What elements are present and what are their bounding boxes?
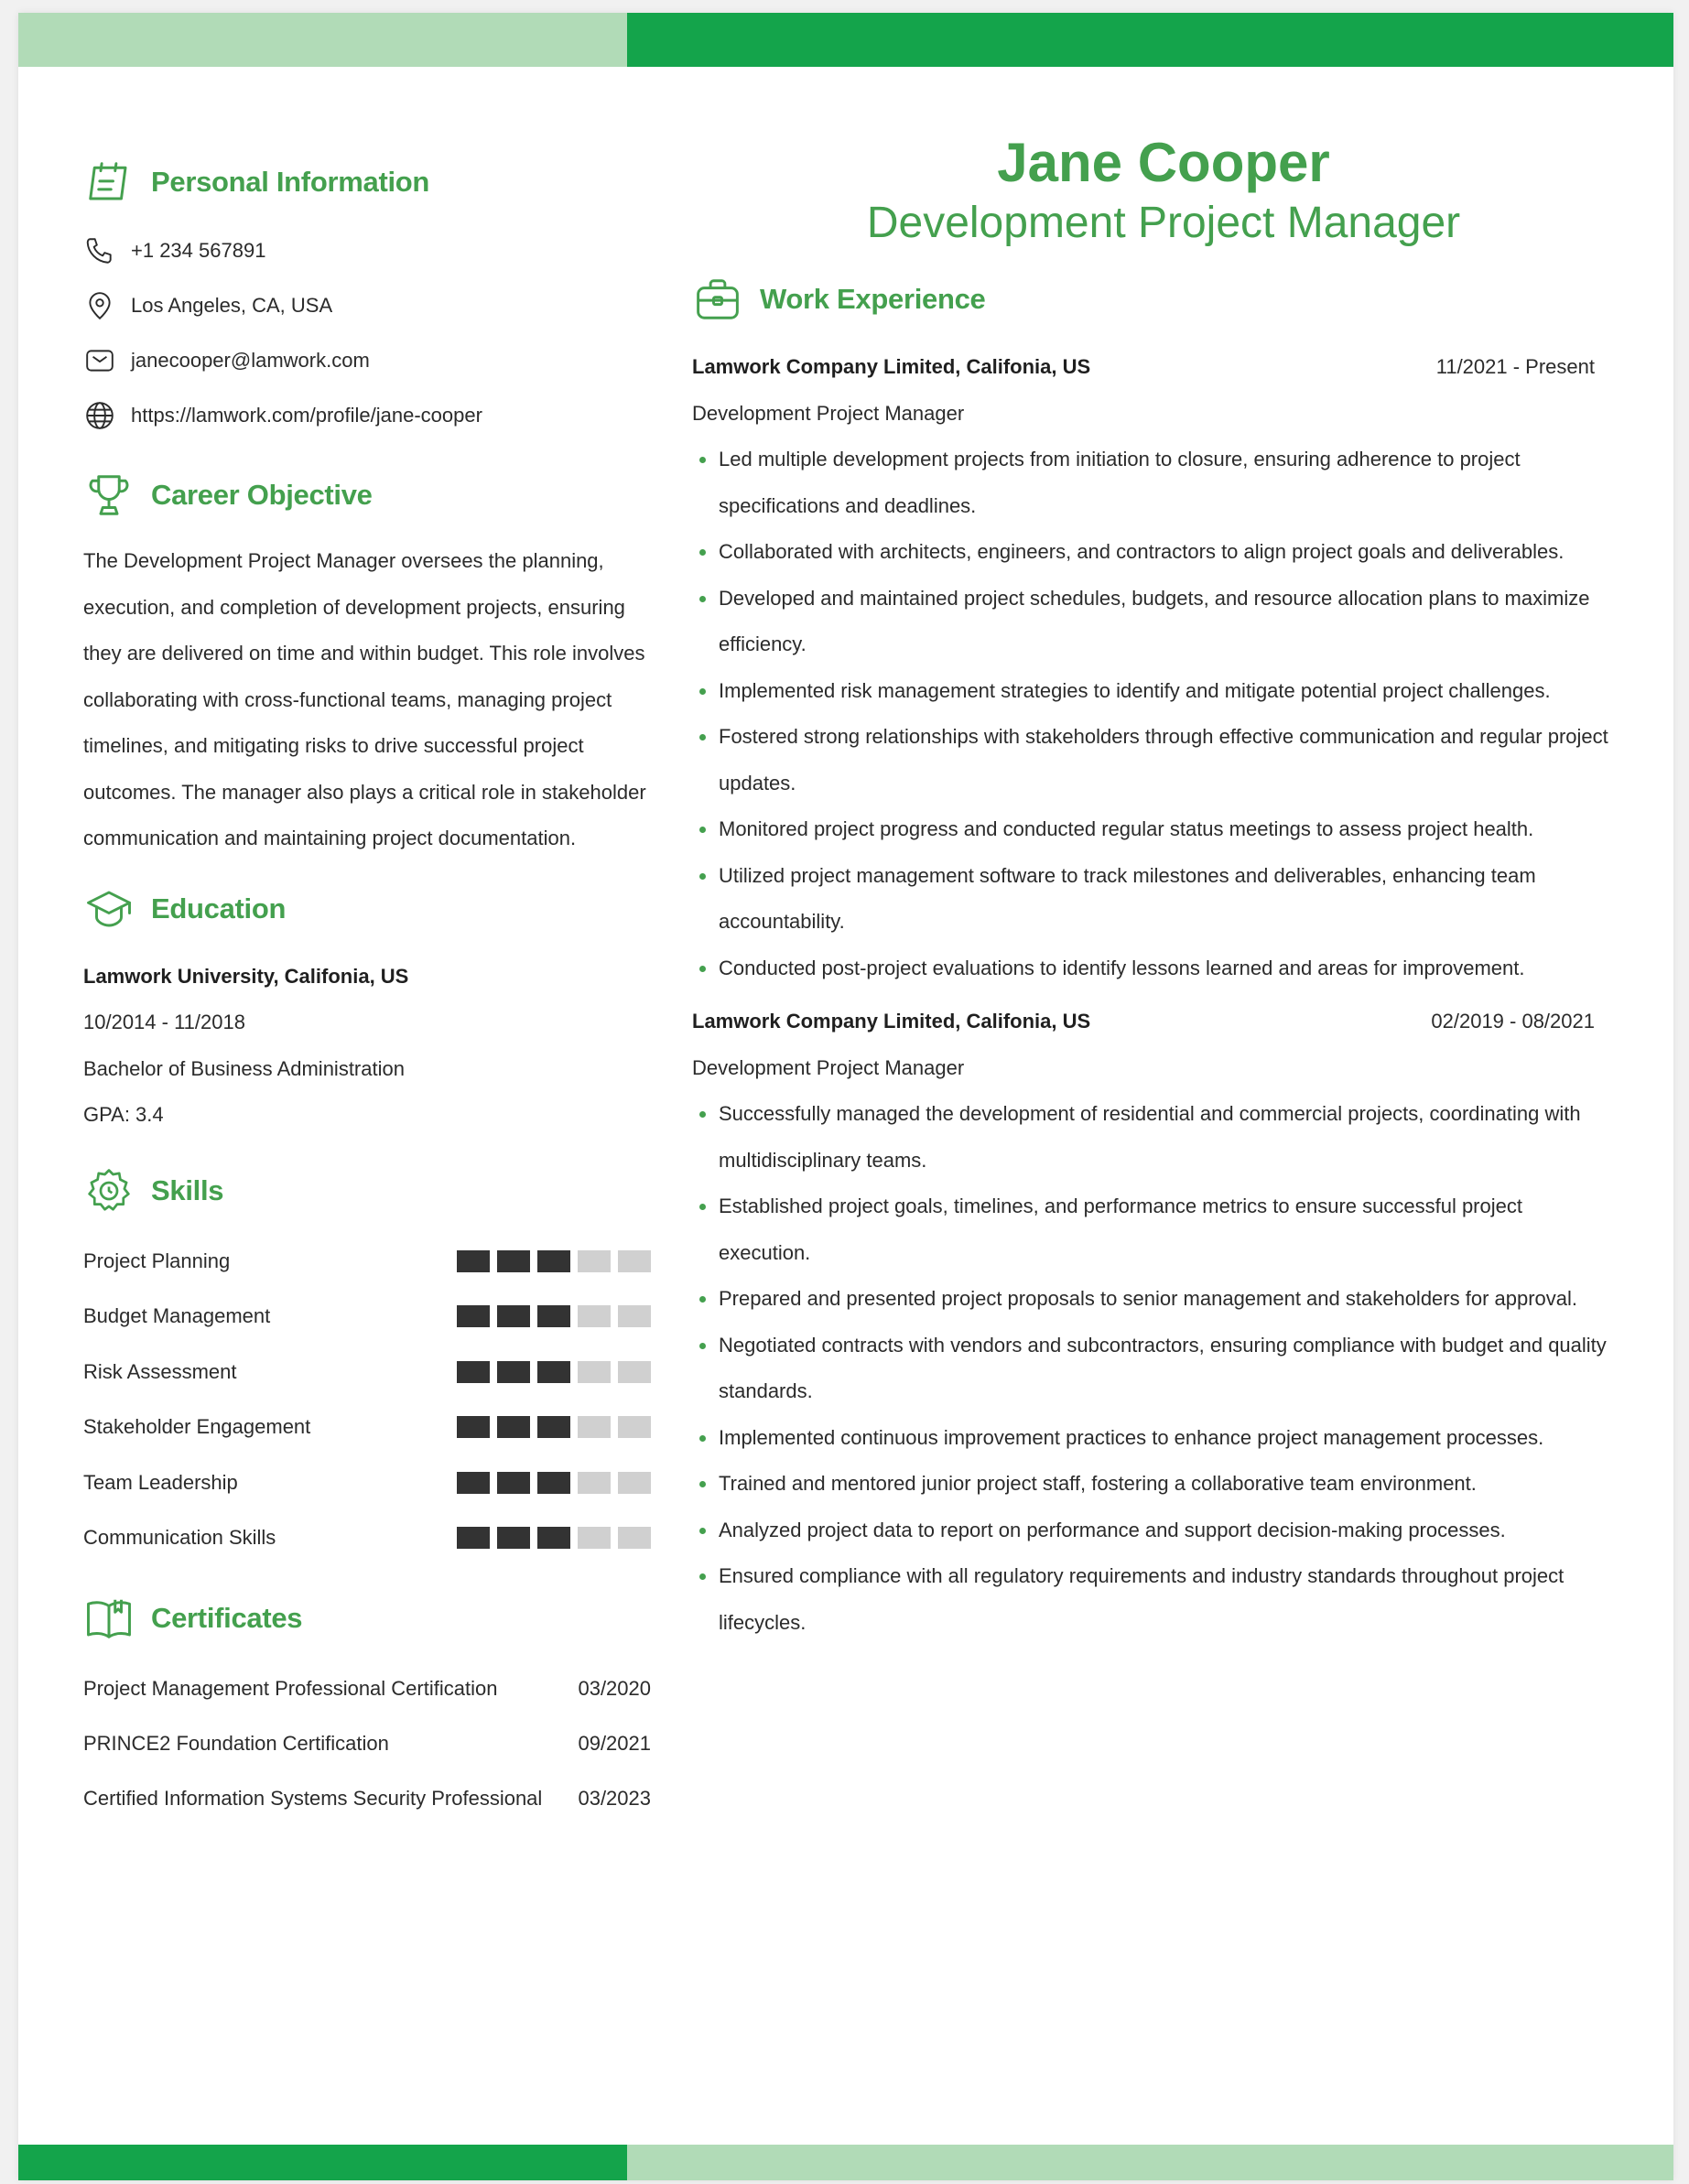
job-header: [692, 344, 1635, 391]
skills-title: Skills: [151, 1173, 224, 1206]
skill-level-empty: [578, 1305, 611, 1327]
skill-level-empty: [618, 1361, 651, 1383]
certificate-row: [83, 1771, 651, 1826]
personal-info-title: Personal Information: [151, 166, 430, 198]
skill-level-filled: [497, 1472, 530, 1494]
resume-page: [18, 13, 1673, 2180]
skill-row: [83, 1289, 651, 1345]
skill-level-meter: [457, 1250, 651, 1272]
skill-level-filled: [497, 1250, 530, 1272]
certificate-name: PRINCE2 Foundation Certification: [83, 1731, 389, 1755]
skill-level-empty: [578, 1416, 611, 1438]
skill-row: [83, 1510, 651, 1566]
job-bullet: Negotiated contracts with vendors and subcontractors, ensuring compliance with budget and quality standards.: [692, 1323, 1635, 1415]
globe-icon: [83, 399, 116, 432]
right-column: [692, 132, 1635, 1646]
email-row: [83, 333, 651, 388]
skill-level-filled: [457, 1527, 490, 1549]
bottom-bar-dark: [18, 2145, 627, 2180]
education-header: [83, 877, 651, 941]
certificate-date: 03/2020: [578, 1676, 651, 1700]
gear-icon: [83, 1165, 135, 1216]
job-bullets: [692, 1091, 1635, 1646]
objective-header: [83, 463, 651, 527]
skill-level-filled: [457, 1361, 490, 1383]
skill-level-filled: [537, 1250, 570, 1272]
education-entry: [83, 954, 651, 1139]
location-text: Los Angeles, CA, USA: [131, 294, 333, 317]
skill-level-filled: [497, 1361, 530, 1383]
skill-level-meter: [457, 1305, 651, 1327]
job-bullet: Conducted post-project evaluations to identify lessons learned and areas for improvement.: [692, 946, 1635, 992]
certificates-header: [83, 1586, 651, 1650]
skill-level-filled: [497, 1527, 530, 1549]
job-bullet: Collaborated with architects, engineers, and contractors to align project goals and deliverables.: [692, 529, 1635, 576]
location-row: [83, 278, 651, 333]
skill-level-filled: [457, 1305, 490, 1327]
skills-header: [83, 1159, 651, 1223]
job-bullet: Established project goals, timelines, and performance metrics to ensure successful project execution.: [692, 1184, 1635, 1276]
skill-level-empty: [578, 1527, 611, 1549]
job-dates: 02/2019 - 08/2021: [1431, 1010, 1595, 1033]
job-role: Development Project Manager: [692, 401, 965, 425]
top-bar-light: [18, 13, 627, 67]
skill-level-filled: [457, 1250, 490, 1272]
location-pin-icon: [83, 289, 116, 322]
candidate-title: Development Project Manager: [866, 199, 1461, 247]
job-bullet: Implemented continuous improvement practices to enhance project management processes.: [692, 1415, 1635, 1462]
certificates-list: [83, 1661, 651, 1826]
candidate-name: Jane Cooper: [997, 132, 1330, 193]
job-company: Lamwork Company Limited, Califonia, US: [692, 1010, 1091, 1033]
skill-level-filled: [537, 1361, 570, 1383]
top-bar-dark: [627, 13, 1673, 67]
job-bullet: Analyzed project data to report on performance and support decision-making processes.: [692, 1508, 1635, 1554]
skill-level-empty: [618, 1250, 651, 1272]
job-role: Development Project Manager: [692, 1055, 965, 1079]
briefcase-icon: [692, 274, 743, 325]
skill-row: [83, 1345, 651, 1400]
personal-info-header: [83, 150, 651, 214]
school-name: Lamwork University, Califonia, US: [83, 964, 409, 988]
skill-name: Budget Management: [83, 1304, 271, 1328]
certificate-name: Certified Information Systems Security Professional: [83, 1786, 543, 1810]
id-card-icon: [83, 157, 135, 208]
skill-level-empty: [618, 1416, 651, 1438]
certificate-date: 09/2021: [578, 1731, 651, 1755]
mail-icon: [83, 344, 116, 377]
skill-level-filled: [537, 1472, 570, 1494]
phone-text: +1 234 567891: [131, 239, 266, 262]
skill-level-filled: [537, 1416, 570, 1438]
certificate-row: [83, 1716, 651, 1771]
certificates-title: Certificates: [151, 1601, 303, 1634]
skill-level-filled: [537, 1527, 570, 1549]
work-header: [692, 267, 1635, 331]
skill-name: Stakeholder Engagement: [83, 1415, 311, 1439]
skill-level-meter: [457, 1472, 651, 1494]
website-link[interactable]: https://lamwork.com/profile/jane-cooper: [131, 404, 482, 427]
certificate-name: Project Management Professional Certification: [83, 1676, 498, 1700]
job-bullet: Prepared and presented project proposals to senior management and stakeholders for approval.: [692, 1276, 1635, 1323]
job-entry: [692, 344, 1635, 991]
skill-name: Project Planning: [83, 1249, 231, 1272]
job-bullet: Fostered strong relationships with stakeholders through effective communication and regular project updates.: [692, 714, 1635, 806]
job-entry: [692, 999, 1635, 1646]
skill-name: Team Leadership: [83, 1470, 238, 1494]
certificate-row: [83, 1661, 651, 1716]
left-column: [83, 150, 651, 1826]
skill-row: [83, 1234, 651, 1290]
objective-text: The Development Project Manager oversees the planning, execution, and completion of development projects, ensuring they are delivered on time and within budget. This role involves collaborating with cross-functional teams, managing project timelines, and mitigating risks to drive successful project outcomes. The manager also plays a critical role in stakeholder communication and maintaining project documentation.: [83, 549, 646, 849]
work-title: Work Experience: [760, 283, 986, 315]
skill-level-filled: [457, 1472, 490, 1494]
jobs-list: [692, 344, 1635, 1646]
skill-name: Communication Skills: [83, 1526, 276, 1550]
skill-level-filled: [497, 1416, 530, 1438]
skill-level-meter: [457, 1361, 651, 1383]
skill-row: [83, 1455, 651, 1511]
job-header: [692, 999, 1635, 1045]
skill-level-empty: [578, 1361, 611, 1383]
job-bullet: Developed and maintained project schedules, budgets, and resource allocation plans to maximize efficiency.: [692, 576, 1635, 668]
skill-level-meter: [457, 1527, 651, 1549]
website-row: [83, 388, 651, 443]
skill-level-filled: [497, 1305, 530, 1327]
degree: Bachelor of Business Administration: [83, 1056, 405, 1080]
job-company: Lamwork Company Limited, Califonia, US: [692, 355, 1091, 378]
skill-level-meter: [457, 1416, 651, 1438]
skill-level-empty: [618, 1305, 651, 1327]
skill-row: [83, 1400, 651, 1455]
skills-list: [83, 1234, 651, 1566]
objective-title: Career Objective: [151, 479, 373, 511]
job-bullet: Monitored project progress and conducted regular status meetings to assess project health.: [692, 806, 1635, 853]
education-dates: 10/2014 - 11/2018: [83, 1011, 245, 1033]
book-icon: [83, 1593, 135, 1644]
job-bullet: Implemented risk management strategies to identify and mitigate potential project challenges.: [692, 668, 1635, 715]
job-bullet: Trained and mentored junior project staff, fostering a collaborative team environment.: [692, 1461, 1635, 1508]
bottom-bar-light: [627, 2145, 1673, 2180]
trophy-icon: [83, 470, 135, 521]
phone-row: [83, 223, 651, 278]
job-bullet: Ensured compliance with all regulatory requirements and industry standards throughout project lifecycles.: [692, 1553, 1635, 1646]
skill-level-empty: [578, 1472, 611, 1494]
certificate-date: 03/2023: [578, 1786, 651, 1810]
job-bullets: [692, 437, 1635, 991]
skill-level-empty: [578, 1250, 611, 1272]
skill-name: Risk Assessment: [83, 1359, 237, 1383]
skill-level-empty: [618, 1527, 651, 1549]
skill-level-filled: [537, 1305, 570, 1327]
job-bullet: Utilized project management software to track milestones and deliverables, enhancing team accountability.: [692, 853, 1635, 946]
skill-level-filled: [457, 1416, 490, 1438]
job-dates: 11/2021 - Present: [1435, 355, 1595, 378]
graduation-cap-icon: [83, 883, 135, 935]
email-text[interactable]: janecooper@lamwork.com: [131, 349, 370, 372]
phone-icon: [83, 234, 116, 267]
job-bullet: Successfully managed the development of residential and commercial projects, coordinating with multidisciplinary teams.: [692, 1091, 1635, 1184]
gpa: GPA: 3.4: [83, 1103, 164, 1126]
job-bullet: Led multiple development projects from initiation to closure, ensuring adherence to project specifications and deadlines.: [692, 437, 1635, 529]
skill-level-empty: [618, 1472, 651, 1494]
education-title: Education: [151, 892, 287, 924]
